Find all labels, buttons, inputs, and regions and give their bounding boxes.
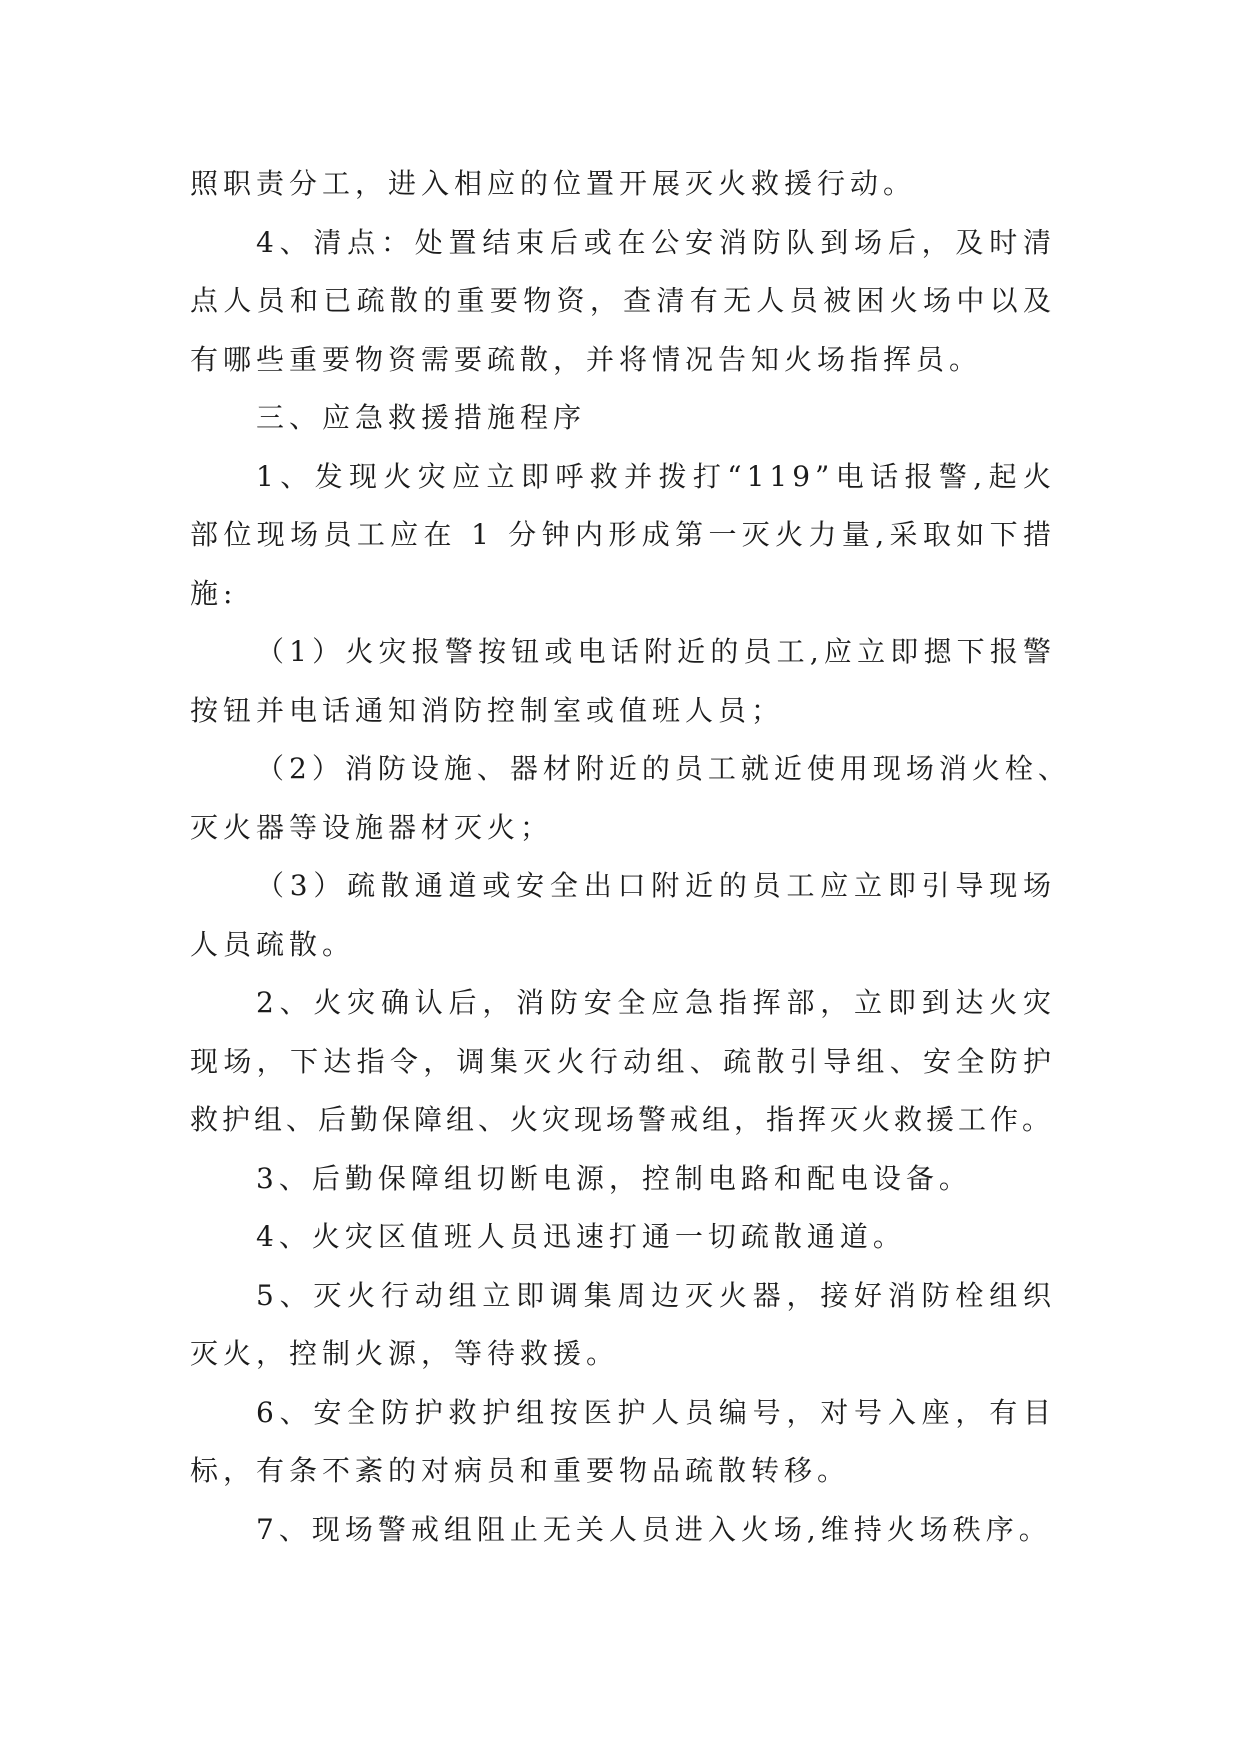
text-line: 5、灭火行动组立即调集周边灭火器，接好消防栓组织 [256, 1278, 1056, 1312]
document-body [190, 155, 1071, 1559]
text-line: 灭火，控制火源，等待救援。 [190, 1337, 620, 1370]
text-line: 有哪些重要物资需要疏散，并将情况告知火场指挥员。 [190, 342, 983, 376]
text-line: （1）火灾报警按钮或电话附近的员工,应立即摁下报警 [256, 635, 1056, 668]
text-line: 4、清点：处置结束后或在公安消防队到场后，及时清 [256, 225, 1056, 259]
paragraph-step-3 [190, 1150, 1056, 1209]
text-line: 人员疏散。 [190, 927, 356, 961]
text-line: 照职责分工，进入相应的位置开展灭火救援行动。 [190, 167, 917, 200]
text-line: 6、安全防护救护组按医护人员编号，对号入座，有目 [256, 1395, 1056, 1429]
text-line: 2、火灾确认后，消防安全应急指挥部，立即到达火灾 [256, 986, 1056, 1019]
paragraph-substep-3 [190, 857, 1056, 974]
text-line: 点人员和已疏散的重要物资，查清有无人员被困火场中以及 [190, 284, 1056, 317]
paragraph-step-7 [190, 1501, 1056, 1560]
paragraph-substep-1 [190, 623, 1056, 740]
text-line: 现场，下达指令，调集灭火行动组、疏散引导组、安全防护 [190, 1044, 1056, 1078]
paragraph-step-6 [190, 1384, 1056, 1501]
paragraph-step-1 [190, 448, 1056, 624]
text-line: 标，有条不紊的对病员和重要物品疏散转移。 [190, 1454, 851, 1487]
paragraph-step-5 [190, 1267, 1056, 1384]
paragraph-item-4-clear-count [190, 214, 1056, 390]
text-line: （3）疏散通道或安全出口附近的员工应立即引导现场 [256, 869, 1056, 902]
section-heading-text: 三、应急救援措施程序 [256, 401, 587, 434]
text-line: 1、发现火灾应立即呼救并拨打“119”电话报警,起火 [256, 459, 1056, 493]
text-line: 施: [190, 576, 238, 610]
text-line: 按钮并电话通知消防控制室或值班人员； [190, 693, 785, 727]
paragraph-substep-2 [190, 740, 1071, 857]
text-line: 4、火灾区值班人员迅速打通一切疏散通道。 [256, 1220, 906, 1253]
section-heading [190, 389, 1056, 448]
text-line: 救护组、后勤保障组、火灾现场警戒组，指挥灭火救援工作。 [190, 1103, 1055, 1136]
text-line: 部位现场员工应在 1 分钟内形成第一灭火力量,采取如下措 [190, 518, 1056, 551]
text-line: 灭火器等设施器材灭火； [190, 810, 554, 844]
paragraph-continuation [190, 155, 1056, 214]
text-line: （2）消防设施、器材附近的员工就近使用现场消火栓、 [256, 752, 1071, 785]
paragraph-step-2 [190, 974, 1056, 1150]
text-line: 7、现场警戒组阻止无关人员进入火场,维持火场秩序。 [256, 1512, 1052, 1546]
paragraph-step-4 [190, 1208, 1056, 1267]
text-line: 3、后勤保障组切断电源，控制电路和配电设备。 [256, 1161, 972, 1195]
